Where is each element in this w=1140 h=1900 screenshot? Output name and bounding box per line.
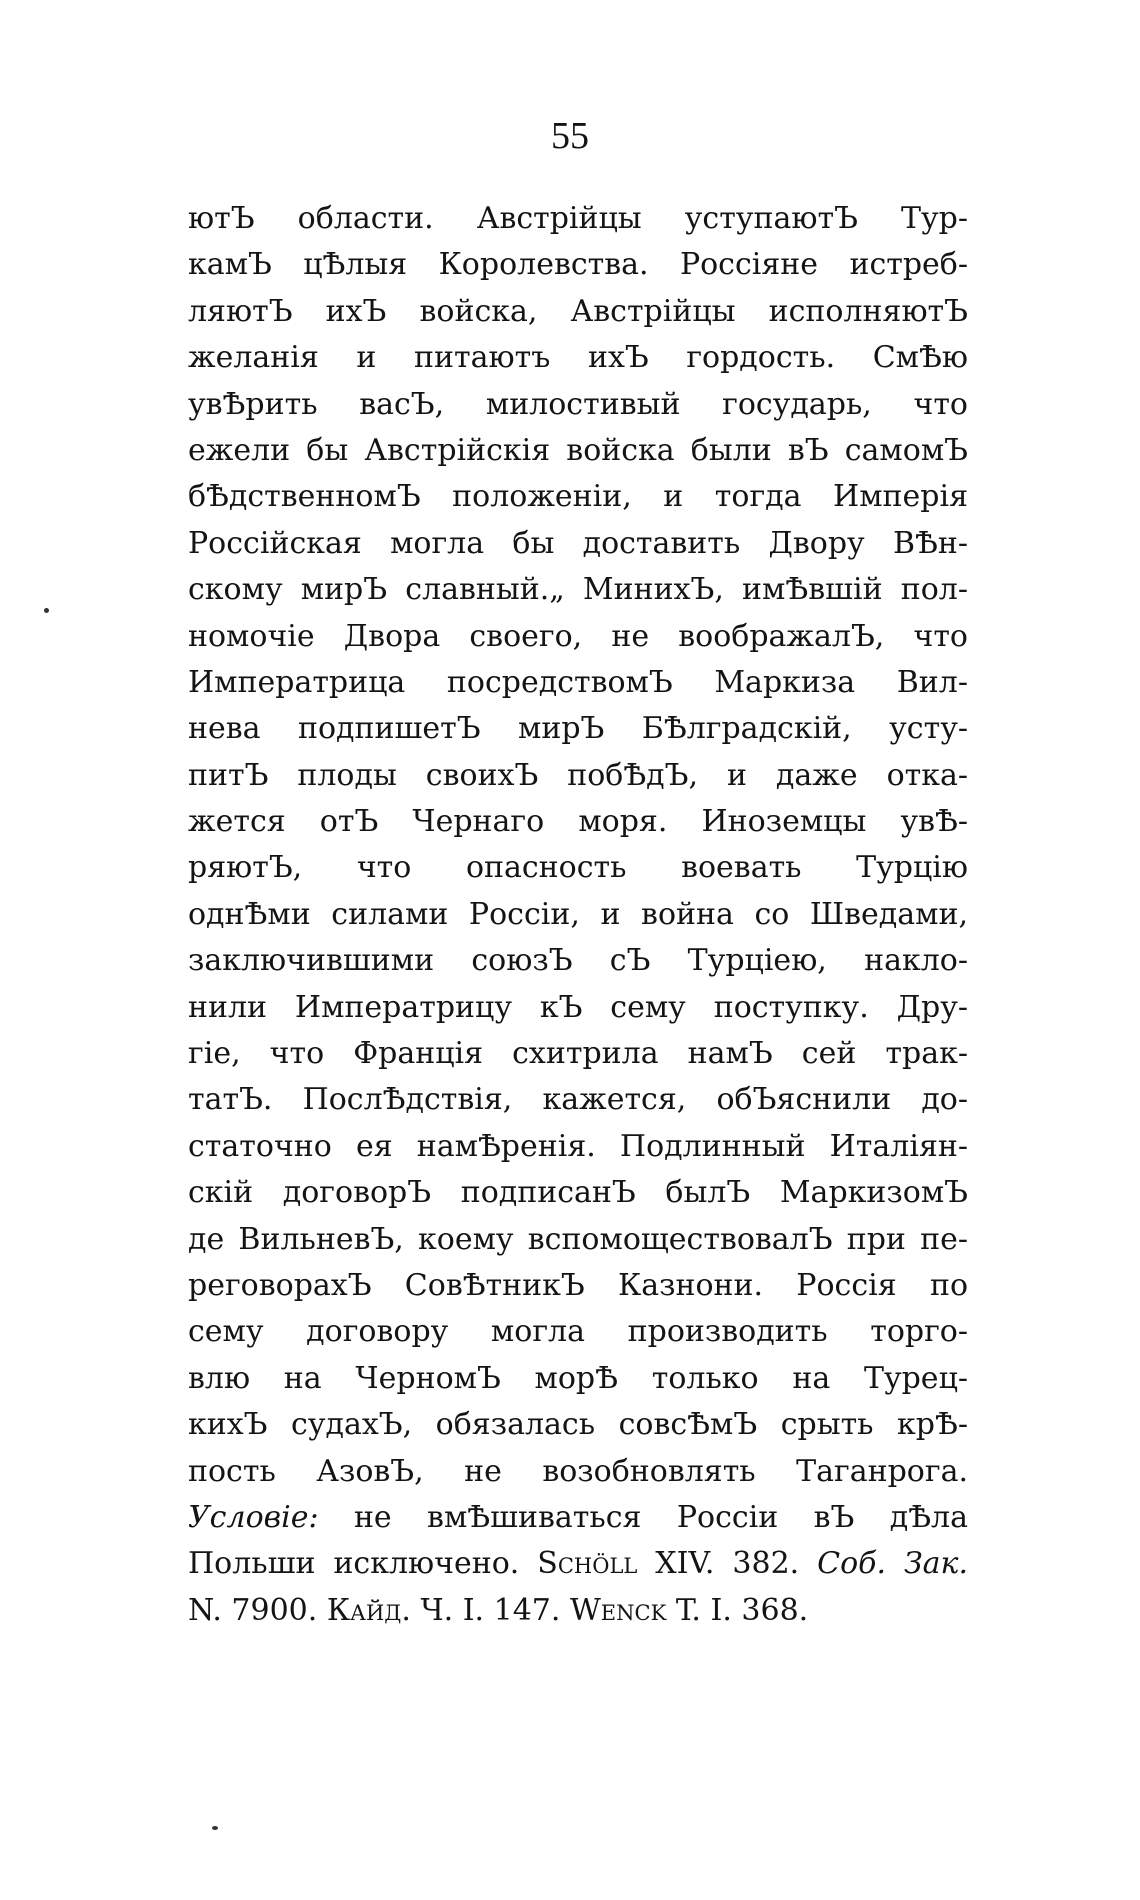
text-line: кихЪ судахЪ, обязалась совсѢмЪ срыть крѢ- <box>188 1407 968 1443</box>
text-line: однѢми силами Россіи, и война со Шведами, <box>188 896 968 932</box>
ink-speck <box>44 608 49 613</box>
text-line: ежели бы Австрійскія войска были вЪ самомЪ <box>188 432 968 468</box>
text-line: питЪ плоды своихЪ побѢдЪ, и даже отка- <box>188 757 968 793</box>
text-line: сему договору могла производить торго- <box>188 1314 968 1350</box>
text-line: влю на ЧерномЪ морѢ только на Турец- <box>188 1360 968 1396</box>
text-line: бѢдственномЪ положеніи, и тогда Имперія <box>188 479 968 515</box>
page-number: 55 <box>551 115 589 157</box>
footnote-citation-part: Ч. I. 147. <box>420 1592 561 1628</box>
footnote-citation-number: N. 7900. <box>188 1592 318 1628</box>
text-line: гіе, что Франція схитрила намЪ сей трак- <box>188 1036 968 1072</box>
footnote-citation-sobzak: Соб. Зак. <box>817 1546 968 1582</box>
text-line: скому мирЪ славный.„ МинихЪ, имѢвшій пол- <box>188 572 968 608</box>
footnote-citation-scholl: Schöll <box>537 1546 638 1582</box>
footnote-citation-volume: XIV. 382. <box>655 1546 800 1582</box>
text-line: камЪ цѢлыя Королевства. Россіяне истреб- <box>188 247 968 283</box>
text-line: де ВильневЪ, коему вспомоществовалЪ при пе- <box>188 1221 968 1257</box>
footnote-text: Польши исключено. <box>188 1546 520 1582</box>
text-line: Императрица посредствомЪ Маркиза Вил- <box>188 664 968 700</box>
text-line: нева подпишетЪ мирЪ БѢлградскій, усту- <box>188 711 968 747</box>
text-line: Россійская могла бы доставить Двору ВѢн- <box>188 525 968 561</box>
text-line: татЪ. ПослѢдствія, кажется, обЪяснили до- <box>188 1082 968 1118</box>
footnote-line-1 <box>188 1495 968 1541</box>
ink-speck <box>212 1826 218 1830</box>
text-line: жется отЪ Чернаго моря. Иноземцы увѢ- <box>188 804 968 840</box>
text-line: статочно ея намѢренія. Подлинный Италіян- <box>188 1128 968 1164</box>
footnote-line-2 <box>188 1541 968 1587</box>
text-line: увѢрить васЪ, милостивый государь, что <box>188 386 968 422</box>
footnote-citation-kaid: Кайд. <box>326 1592 411 1628</box>
footnote-line-3 <box>188 1588 968 1634</box>
text-line: ляютЪ ихЪ войска, Австрійцы исполняютЪ <box>188 293 968 329</box>
text-line: номочіе Двора своего, не воображалЪ, что <box>188 618 968 654</box>
footnote-label: Условіе: <box>188 1499 319 1535</box>
text-line: ютЪ области. Австрійцы уступаютЪ Тур- <box>188 201 968 236</box>
footnote-citation-tome: T. I. 368. <box>675 1592 809 1628</box>
text-line: заключившими союзЪ сЪ Турціею, накло- <box>188 943 968 979</box>
text-line: желанія и питаютъ ихЪ гордость. СмѢю <box>188 340 968 376</box>
footnote-text: не вмѢшиваться Россіи вЪ дѢла <box>353 1499 968 1535</box>
text-line: скій договорЪ подписанЪ былЪ МаркизомЪ <box>188 1175 968 1211</box>
text-line: реговорахЪ СовѢтникЪ Казнони. Россія по <box>188 1267 968 1303</box>
text-line: пость АзовЪ, не возобновлять Таганрога. <box>188 1453 968 1489</box>
text-line: нили Императрицу кЪ сему поступку. Дру- <box>188 989 968 1025</box>
footnote-citation-wenck: Wenck <box>569 1592 667 1628</box>
main-text <box>188 196 968 1634</box>
text-line: ряютЪ, что опасность воевать Турцію <box>188 850 968 886</box>
